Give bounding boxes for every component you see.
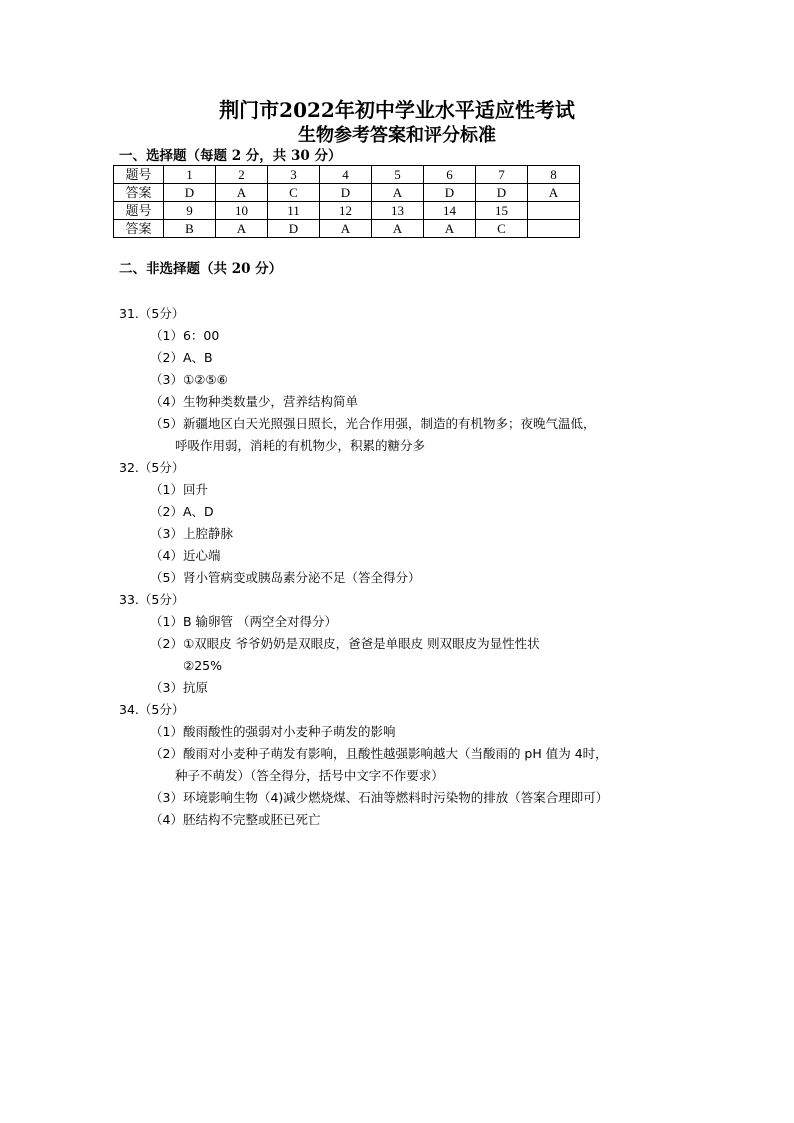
question-34-answer-2: （2）酸雨对小麦种子萌发有影响，且酸性越强影响越大（当酸雨的 pH 值为 4时， [150,746,608,761]
table-cell: C [268,184,320,202]
table-cell: A [216,184,268,202]
question-32-answer-4: （4）近心端 [150,548,221,563]
question-33-answer-1: （1）B 输卵管 （两空全对得分） [150,614,337,629]
table-cell: 12 [320,202,372,220]
question-31-answer-5-continued: 呼吸作用弱，消耗的有机物少，积累的糖分多 [175,438,426,453]
question-31-answer-2: （2）A、B [150,350,213,365]
question-34-answer-3: （3）环境影响生物（4)减少燃烧煤、石油等燃料时污染物的排放（答案合理即可） [150,790,609,805]
table-cell: 7 [476,166,528,184]
table-cell: 8 [528,166,580,184]
question-31-answer-4: （4）生物种类数量少，营养结构简单 [150,394,358,409]
table-cell: A [528,184,580,202]
question-32-answer-1: （1）回升 [150,482,208,497]
question-32-answer-5: （5）肾小管病变或胰岛素分泌不足（答全得分） [150,570,421,585]
question-34-answer-4: （4）胚结构不完整或胚已死亡 [150,812,321,827]
table-cell: 2 [216,166,268,184]
table-cell [528,202,580,220]
question-34-header: 34.（5分） [119,702,185,717]
question-33-answer-2-continued: ②25% [183,658,222,673]
table-cell: 6 [424,166,476,184]
section-heading-non-choice: 二、非选择题（共 20 分） [119,261,283,277]
answer-table [113,165,580,238]
table-row [114,184,580,202]
table-cell: D [424,184,476,202]
table-row [114,166,580,184]
row-label: 题号 [114,202,164,220]
table-cell: D [268,220,320,238]
question-31-answer-5: （5）新疆地区白天光照强日照长，光合作用强，制造的有机物多；夜晚气温低， [150,416,596,431]
question-33-answer-3: （3）抗原 [150,680,208,695]
row-label: 题号 [114,166,164,184]
table-cell: A [372,184,424,202]
question-32-answer-3: （3）上腔静脉 [150,526,233,541]
table-cell: A [216,220,268,238]
table-cell: 4 [320,166,372,184]
question-34-answer-2-continued: 种子不萌发）（答全得分，括号中文字不作要求） [175,768,444,783]
question-31-answer-1: （1）6：00 [150,328,220,343]
table-cell: A [372,220,424,238]
table-cell: 14 [424,202,476,220]
table-row [114,220,580,238]
table-cell: 3 [268,166,320,184]
question-31-answer-3: （3）①②⑤⑥ [150,372,228,387]
table-cell: D [476,184,528,202]
table-cell: B [164,220,216,238]
table-cell: 15 [476,202,528,220]
table-cell: C [476,220,528,238]
table-cell [528,220,580,238]
row-label: 答案 [114,220,164,238]
table-cell: A [320,220,372,238]
table-cell: A [424,220,476,238]
table-cell: 1 [164,166,216,184]
question-32-answer-2: （2）A、D [150,504,214,519]
table-cell: 13 [372,202,424,220]
table-cell: D [320,184,372,202]
question-31-header: 31.（5分） [119,306,185,321]
question-34-answer-1: （1）酸雨酸性的强弱对小麦种子萌发的影响 [150,724,396,739]
table-cell: 11 [268,202,320,220]
table-cell: 10 [216,202,268,220]
question-33-header: 33.（5分） [119,592,185,607]
document-subtitle: 生物参考答案和评分标准 [298,125,496,146]
question-33-answer-2: （2）①双眼皮 爷爷奶奶是双眼皮，爸爸是单眼皮 则双眼皮为显性性状 [150,636,540,651]
table-cell: 9 [164,202,216,220]
section-heading-multiple-choice: 一、选择题（每题 2 分，共 30 分） [119,148,342,164]
question-32-header: 32.（5分） [119,460,185,475]
document-title: 荆门市2022年初中学业水平适应性考试 [219,98,575,122]
row-label: 答案 [114,184,164,202]
table-row [114,202,580,220]
table-cell: 5 [372,166,424,184]
table-cell: D [164,184,216,202]
